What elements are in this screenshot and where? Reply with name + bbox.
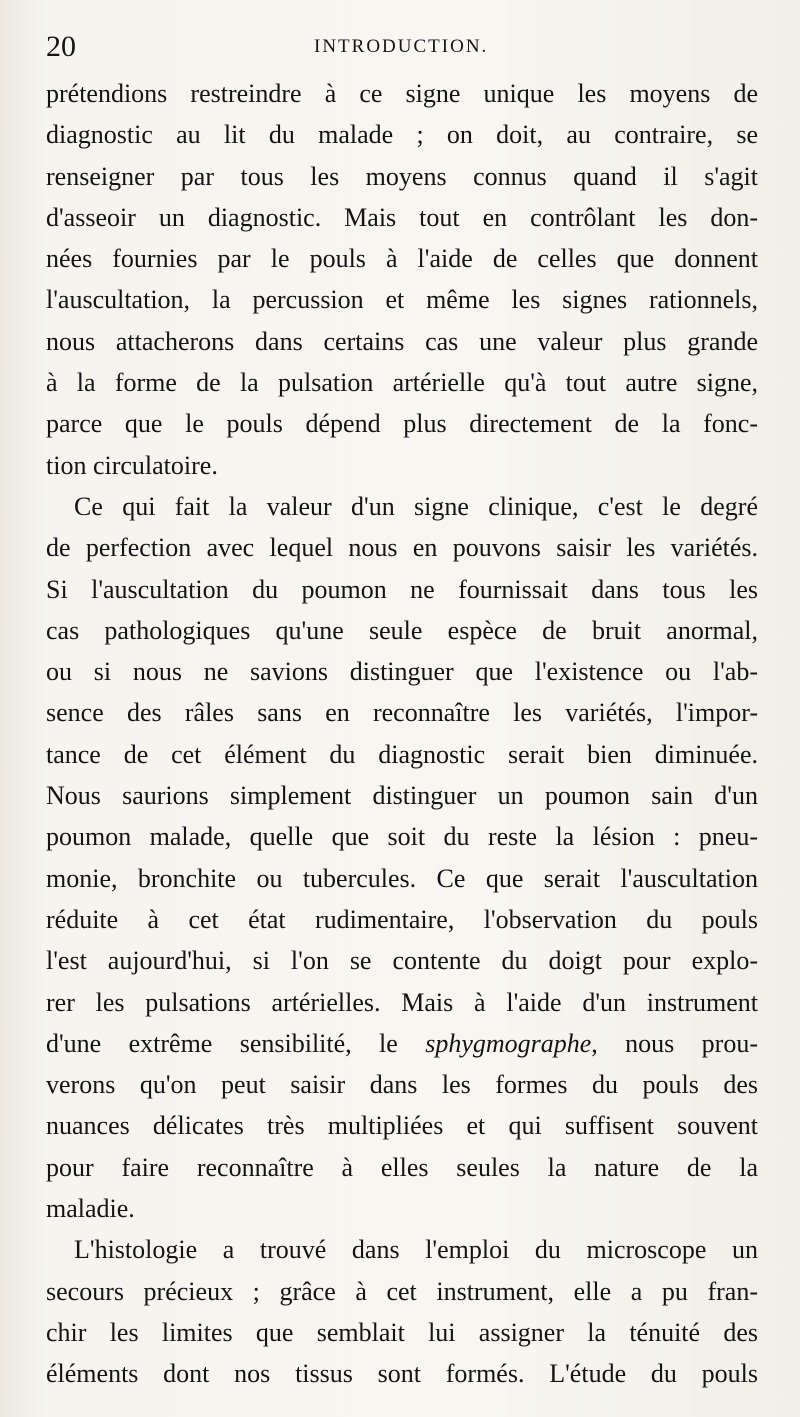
text-line: sence des râles sans en reconnaître les variétés, l'impor- xyxy=(46,698,758,728)
text-line: éléments dont nos tissus sont formés. L'étude du pouls xyxy=(46,1359,758,1389)
text-line: L'histologie a trouvé dans l'emploi du microscope un xyxy=(74,1235,758,1265)
text-line: renseigner par tous les moyens connus quand il s'agit xyxy=(46,161,758,191)
text-line: cas pathologiques qu'une seule espèce de bruit anormal, xyxy=(46,615,758,645)
text-line: l'auscultation, la percussion et même les signes rationnels, xyxy=(46,285,758,315)
text-segment: , nous prou- xyxy=(591,1028,758,1058)
text-line: nous attacherons dans certains cas une valeur plus grande xyxy=(46,326,758,356)
text-line: rer les pulsations artérielles. Mais à l'aide d'un instrument xyxy=(46,987,758,1017)
text-line: l'est aujourd'hui, si l'on se contente du doigt pour explo- xyxy=(46,946,758,976)
text-line: monie, bronchite ou tubercules. Ce que serait l'auscultation xyxy=(46,863,758,893)
page-header xyxy=(46,28,756,68)
text-line: à la forme de la pulsation artérielle qu'à tout autre signe, xyxy=(46,368,758,398)
text-line: tance de cet élément du diagnostic serait bien diminuée. xyxy=(46,739,758,769)
text-line: secours précieux ; grâce à cet instrument, elle a pu fran- xyxy=(46,1276,758,1306)
text-line: chir les limites que semblait lui assigner la ténuité des xyxy=(46,1317,758,1347)
text-line: d'asseoir un diagnostic. Mais tout en contrôlant les don- xyxy=(46,202,758,232)
text-line: Ce qui fait la valeur d'un signe clinique, c'est le degré xyxy=(74,491,758,521)
text-line: prétendions restreindre à ce signe unique les moyens de xyxy=(46,79,758,108)
text-line: verons qu'on peut saisir dans les formes du pouls des xyxy=(46,1070,758,1100)
text-line: réduite à cet état rudimentaire, l'observation du pouls xyxy=(46,904,758,934)
text-line: nuances délicates très multipliées et qui suffisent souvent xyxy=(46,1111,758,1141)
text-line: tion circulatoire. xyxy=(46,450,218,480)
text-line: Si l'auscultation du poumon ne fournissait dans tous les xyxy=(46,574,758,604)
page-number: 20 xyxy=(46,30,76,63)
text-line: nées fournies par le pouls à l'aide de celles que donnent xyxy=(46,244,758,274)
text-line: diagnostic au lit du malade ; on doit, au contraire, se xyxy=(46,120,758,150)
text-line: Nous saurions simplement distinguer un poumon sain d'un xyxy=(46,781,758,811)
text-line: maladie. xyxy=(46,1194,135,1224)
text-line-with-emphasis xyxy=(46,1023,758,1064)
text-line: parce que le pouls dépend plus directement de la fonc- xyxy=(46,409,758,439)
text-segment: d'une extrême sensibilité, le xyxy=(46,1028,426,1058)
text-line: poumon malade, quelle que soit du reste la lésion : pneu- xyxy=(46,822,758,852)
text-line: ou si nous ne savions distinguer que l'existence ou l'ab- xyxy=(46,657,758,687)
emphasized-term: sphygmographe xyxy=(425,1028,592,1058)
body-text xyxy=(46,73,758,1395)
running-title: INTRODUCTION. xyxy=(314,36,489,57)
text-line: de perfection avec lequel nous en pouvons saisir les variétés. xyxy=(46,533,758,563)
text-line: pour faire reconnaître à elles seules la nature de la xyxy=(46,1152,758,1182)
